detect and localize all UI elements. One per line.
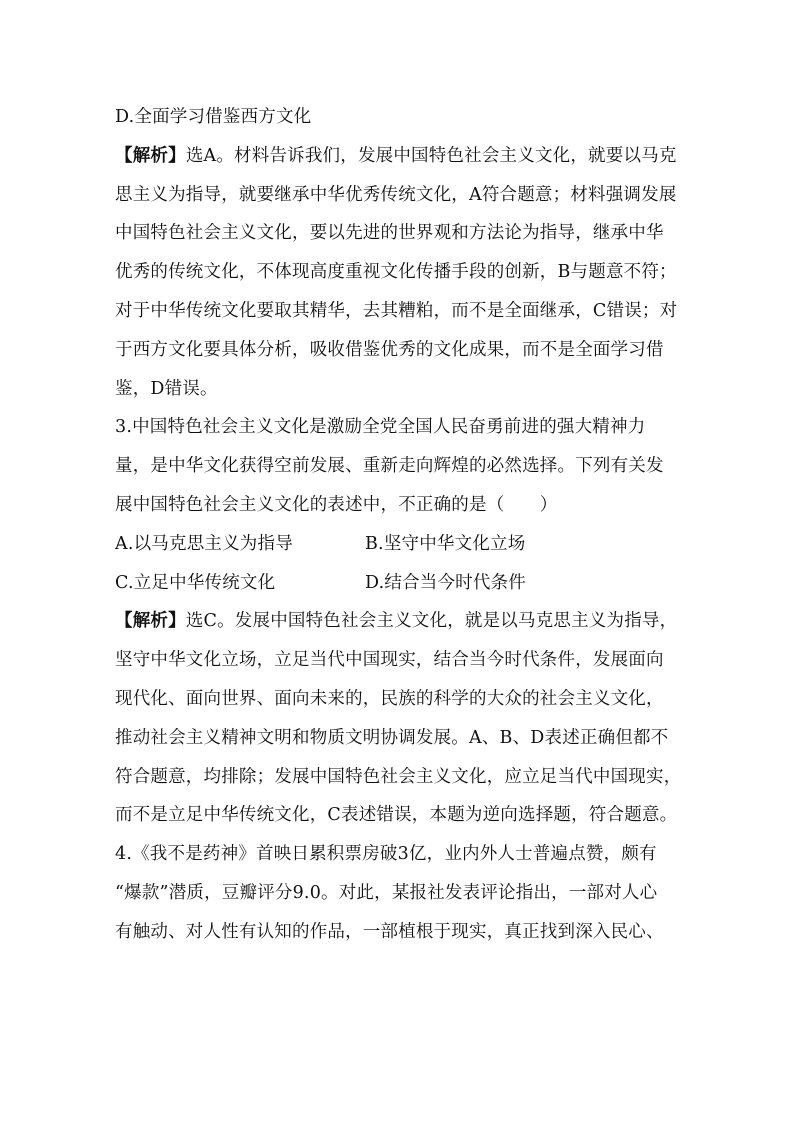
analysis-2-line-4: 推动社会主义精神文明和物质文明协调发展。A、B、D表述正确但都不 (115, 727, 669, 748)
question-3 (115, 408, 681, 602)
analysis-1-line-4: 优秀的传统文化，不体现高度重视文化传播手段的创新，B与题意不符； (115, 262, 677, 283)
question-4 (115, 835, 681, 951)
analysis-2-line-5: 符合题意，均排除；发展中国特色社会主义文化，应立足当代中国现实， (115, 766, 682, 787)
analysis-1-line-2: 思主义为指导，就要继承中华优秀传统文化，A符合题意；材料强调发展 (115, 184, 677, 205)
page-content (115, 98, 681, 952)
analysis-1-line-1 (115, 137, 681, 176)
question-3-option-d: D.结合当今时代条件 (365, 572, 526, 593)
question-4-line-3: 有触动、对人性有认知的作品，一部植根于现实，真正找到深入民心、 (115, 921, 664, 942)
question-3-line-1: 3.中国特色社会主义文化是激励全党全国人民奋勇前进的强大精神力 (115, 417, 646, 438)
analysis-2-heading: 【解析】 (115, 611, 186, 632)
question-3-option-c: C.立足中华传统文化 (115, 572, 276, 593)
analysis-2-line-1 (115, 602, 681, 641)
analysis-block-1 (115, 137, 681, 409)
analysis-2-text-1: 选C。发展中国特色社会主义文化，就是以马克思主义为指导， (185, 611, 678, 632)
analysis-1-text-1: 选A。材料告诉我们，发展中国特色社会主义文化，就要以马克 (185, 145, 677, 166)
question-3-option-b: B.坚守中华文化立场 (365, 533, 526, 554)
analysis-2-line-2: 坚守中华文化立场，立足当代中国现实，结合当今时代条件，发展面向 (115, 650, 664, 671)
question-3-line-2: 量，是中华文化获得空前发展、重新走向辉煌的必然选择。下列有关发 (115, 456, 664, 477)
question-3-option-a: A.以马克思主义为指导 (115, 533, 293, 554)
analysis-2-line-3: 现代化、面向世界、面向未来的，民族的科学的大众的社会主义文化， (115, 688, 664, 709)
analysis-1-line-7: 鉴，D错误。 (115, 378, 218, 399)
question-3-options-row-2 (115, 564, 681, 603)
analysis-1-line-3: 中国特色社会主义文化，要以先进的世界观和方法论为指导，继承中华 (115, 223, 664, 244)
option-d-previous: D.全面学习借鉴西方文化 (115, 107, 312, 127)
question-4-line-2: “爆款”潜质，豆瓣评分9.0。对此，某报社发表评论指出，一部对人心 (115, 882, 658, 903)
question-3-options-row-1 (115, 525, 681, 564)
analysis-1-line-6: 于西方文化要具体分析，吸收借鉴优秀的文化成果，而不是全面学习借 (115, 339, 664, 360)
question-3-line-3: 展中国特色社会主义文化的表述中，不正确的是（ ） (115, 494, 558, 515)
analysis-block-2 (115, 602, 681, 835)
analysis-1-heading: 【解析】 (115, 145, 186, 166)
question-4-line-1: 4.《我不是药神》首映日累积票房破3亿，业内外人士普遍点赞，颇有 (115, 844, 657, 865)
analysis-2-line-6: 而不是立足中华传统文化，C表述错误，本题为逆向选择题，符合题意。 (115, 805, 678, 826)
analysis-1-line-5: 对于中华传统文化要取其精华，去其糟粕，而不是全面继承，C错误；对 (115, 300, 678, 321)
